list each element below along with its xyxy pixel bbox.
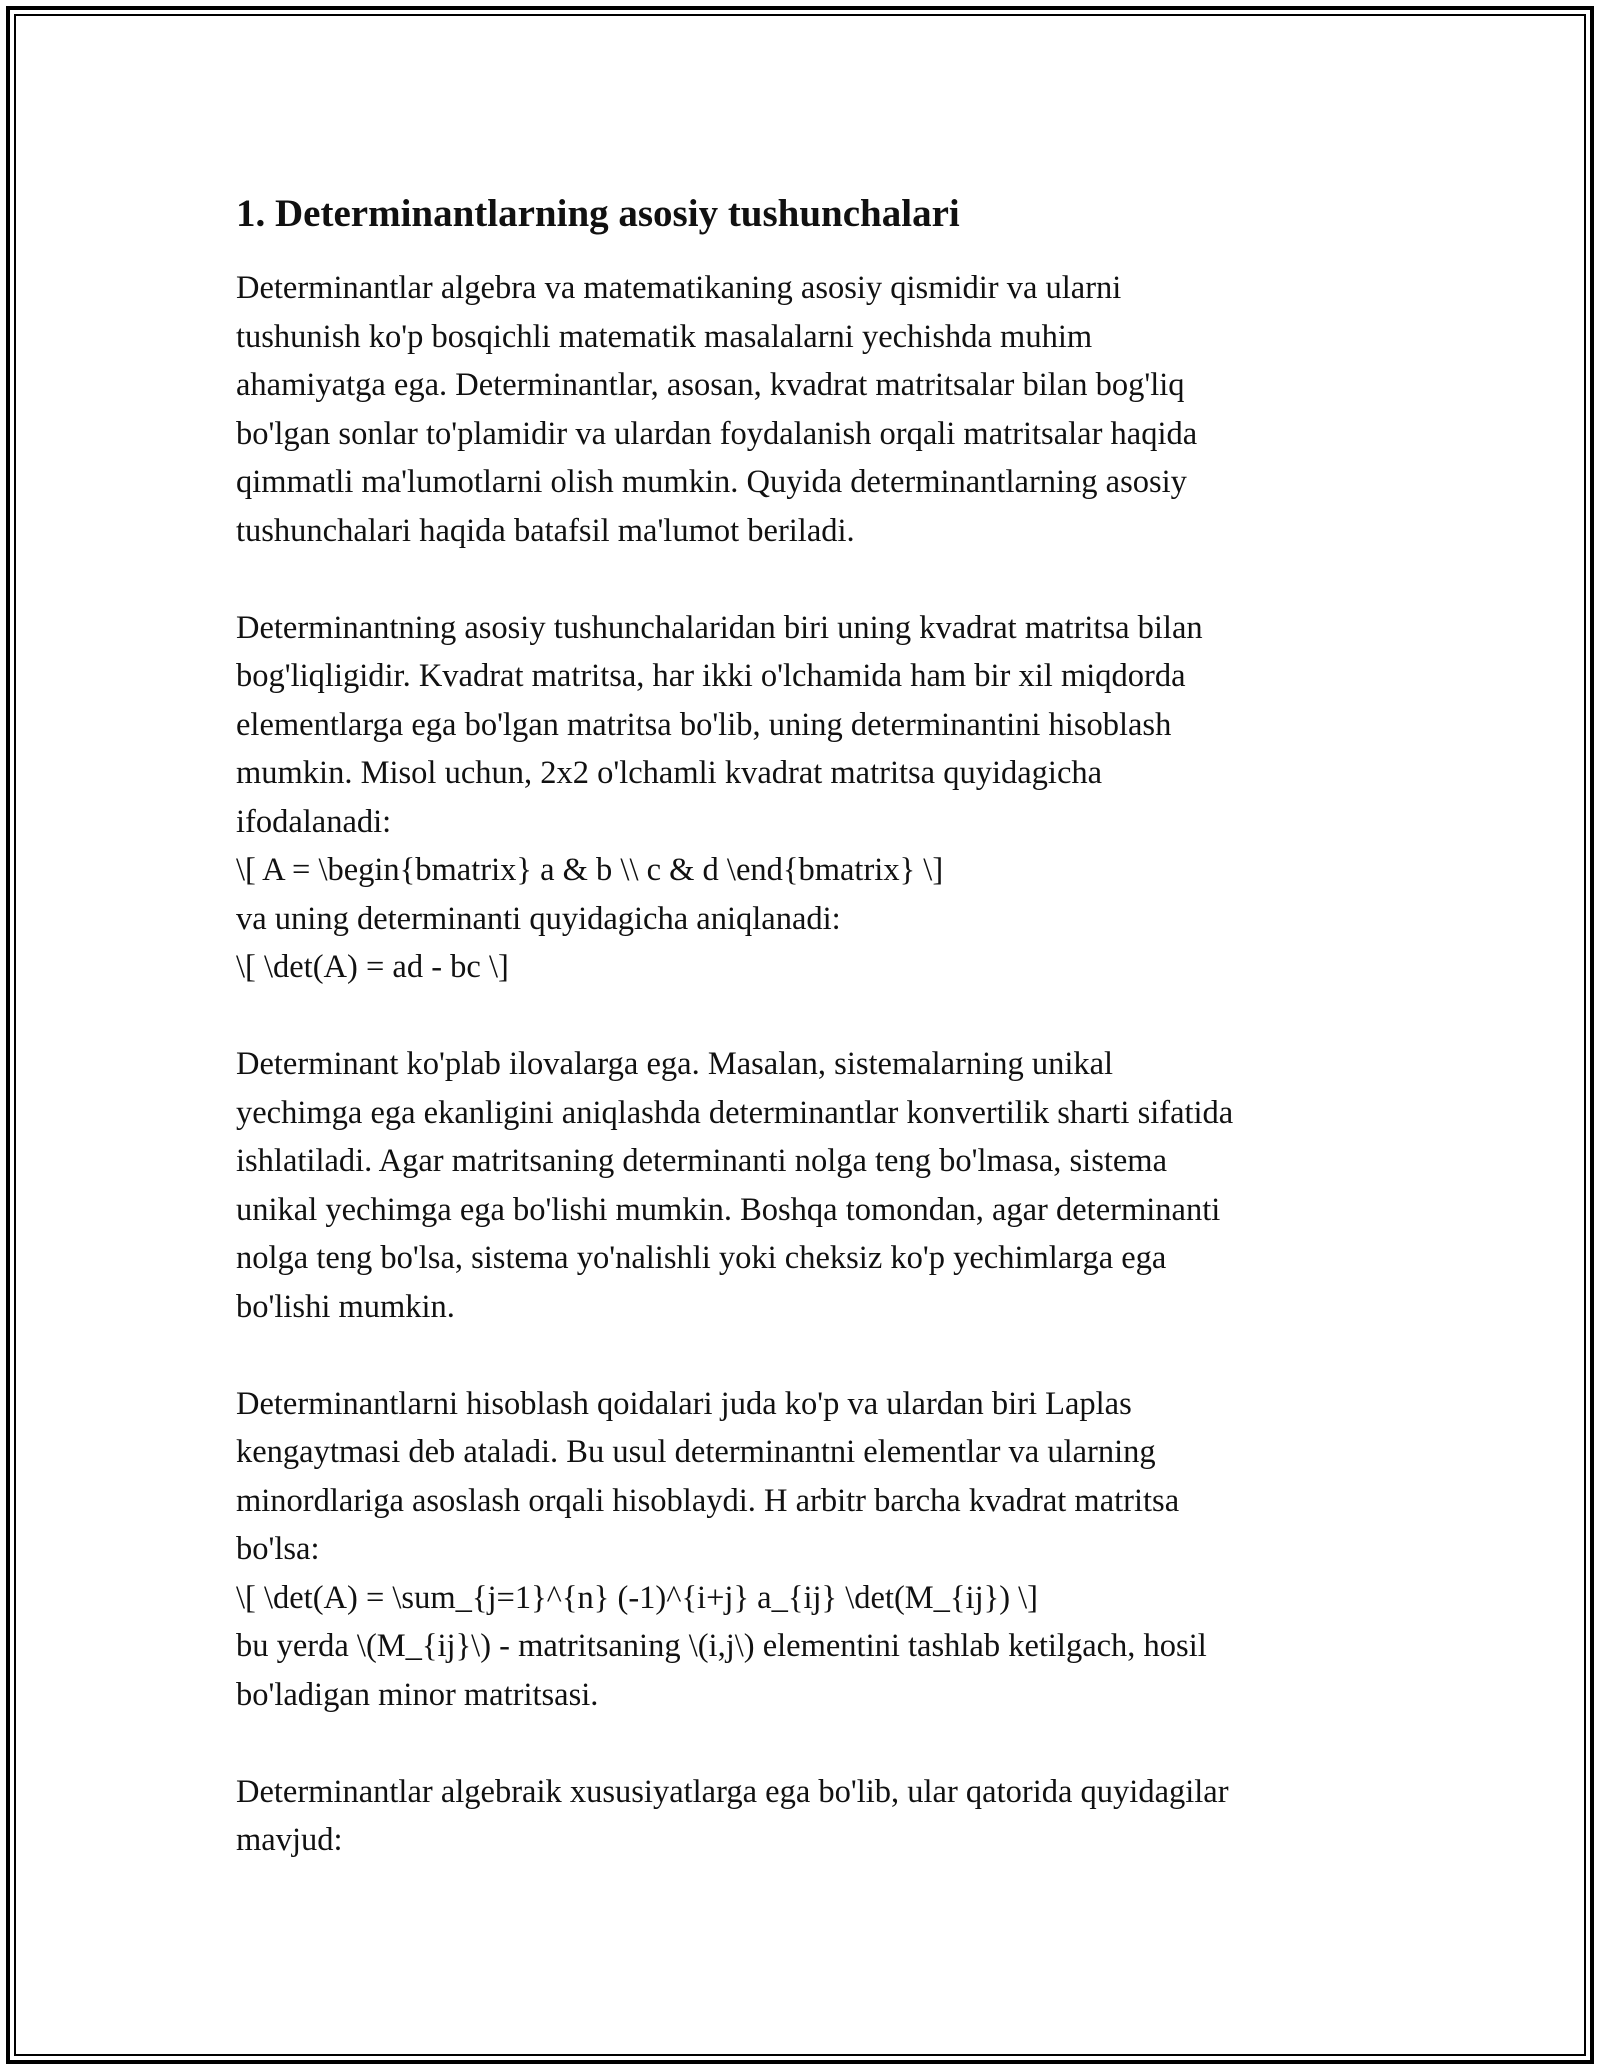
text-line: kengaytmasi deb ataladi. Bu usul determinantni elementlar va ularning xyxy=(236,1434,1156,1470)
formula-line: \[ \det(A) = ad - bc \] xyxy=(236,949,509,985)
text-line: Determinantlar algebraik xususiyatlarga ega bo'lib, ular qatorida quyidagilar xyxy=(236,1773,1229,1810)
text-line: bo'lgan sonlar to'plamidir va ulardan foydalanish orqali matritsalar haqida xyxy=(236,415,1198,452)
text-line: ifodalanadi: xyxy=(236,803,392,840)
text-line: bo'ladigan minor matritsasi. xyxy=(236,1676,599,1713)
text-line: bu yerda \(M_{ij}\) - matritsaning \(i,j\) elementini tashlab ketilgach, hosil xyxy=(236,1628,1207,1664)
formula-line: \[ A = \begin{bmatrix} a & b \\ c & d \end{bmatrix} \] xyxy=(236,852,944,888)
text-line: nolga teng bo'lsa, sistema yo'nalishli yoki cheksiz ko'p yechimlarga ega xyxy=(236,1240,1167,1276)
document-body xyxy=(236,186,1376,1913)
paragraph-square-matrix xyxy=(236,604,1376,992)
section-heading: 1. Determinantlarning asosiy tushunchalari xyxy=(236,192,960,235)
paragraph-laplace xyxy=(236,1380,1376,1720)
text-line: ishlatiladi. Agar matritsaning determinanti nolga teng bo'lmasa, sistema xyxy=(236,1143,1167,1179)
text-line: Determinantlarni hisoblash qoidalari juda ko'p va ulardan biri Laplas xyxy=(236,1385,1132,1422)
text-line: yechimga ega ekanligini aniqlashda determinantlar konvertilik sharti sifatida xyxy=(236,1094,1234,1131)
paragraph-intro xyxy=(236,264,1376,555)
text-line: bog'liqligidir. Kvadrat matritsa, har ikki o'lchamida ham bir xil miqdorda xyxy=(236,658,1186,694)
paragraph-applications xyxy=(236,1040,1376,1331)
text-line: mavjud: xyxy=(236,1822,343,1858)
text-line: mumkin. Misol uchun, 2x2 o'lchamli kvadrat matritsa quyidagicha xyxy=(236,755,1103,791)
text-line: va uning determinanti quyidagicha aniqlanadi: xyxy=(236,900,841,937)
text-line: unikal yechimga ega bo'lishi mumkin. Boshqa tomondan, agar determinanti xyxy=(236,1191,1221,1228)
formula-line: \[ \det(A) = \sum_{j=1}^{n} (-1)^{i+j} a_{ij} \det(M_{ij}) \] xyxy=(236,1579,1038,1616)
text-line: tushunchalari haqida batafsil ma'lumot beriladi. xyxy=(236,512,855,549)
text-line: qimmatli ma'lumotlarni olish mumkin. Quyida determinantlarning asosiy xyxy=(236,464,1187,500)
text-line: bo'lishi mumkin. xyxy=(236,1288,455,1325)
text-line: minordlariga asoslash orqali hisoblaydi. H arbitr barcha kvadrat matritsa xyxy=(236,1482,1180,1519)
text-line: bo'lsa: xyxy=(236,1531,320,1567)
text-line: tushunish ko'p bosqichli matematik masalalarni yechishda muhim xyxy=(236,318,1093,355)
text-line: elementlarga ega bo'lgan matritsa bo'lib, uning determinantini hisoblash xyxy=(236,706,1172,743)
text-line: Determinantlar algebra va matematikaning asosiy qismidir va ularni xyxy=(236,270,1122,306)
text-line: Determinant ko'plab ilovalarga ega. Masalan, sistemalarning unikal xyxy=(236,1046,1114,1082)
text-line: Determinantning asosiy tushunchalaridan biri uning kvadrat matritsa bilan xyxy=(236,609,1203,646)
text-line: ahamiyatga ega. Determinantlar, asosan, kvadrat matritsalar bilan bog'liq xyxy=(236,367,1185,403)
paragraph-properties xyxy=(236,1768,1376,1865)
